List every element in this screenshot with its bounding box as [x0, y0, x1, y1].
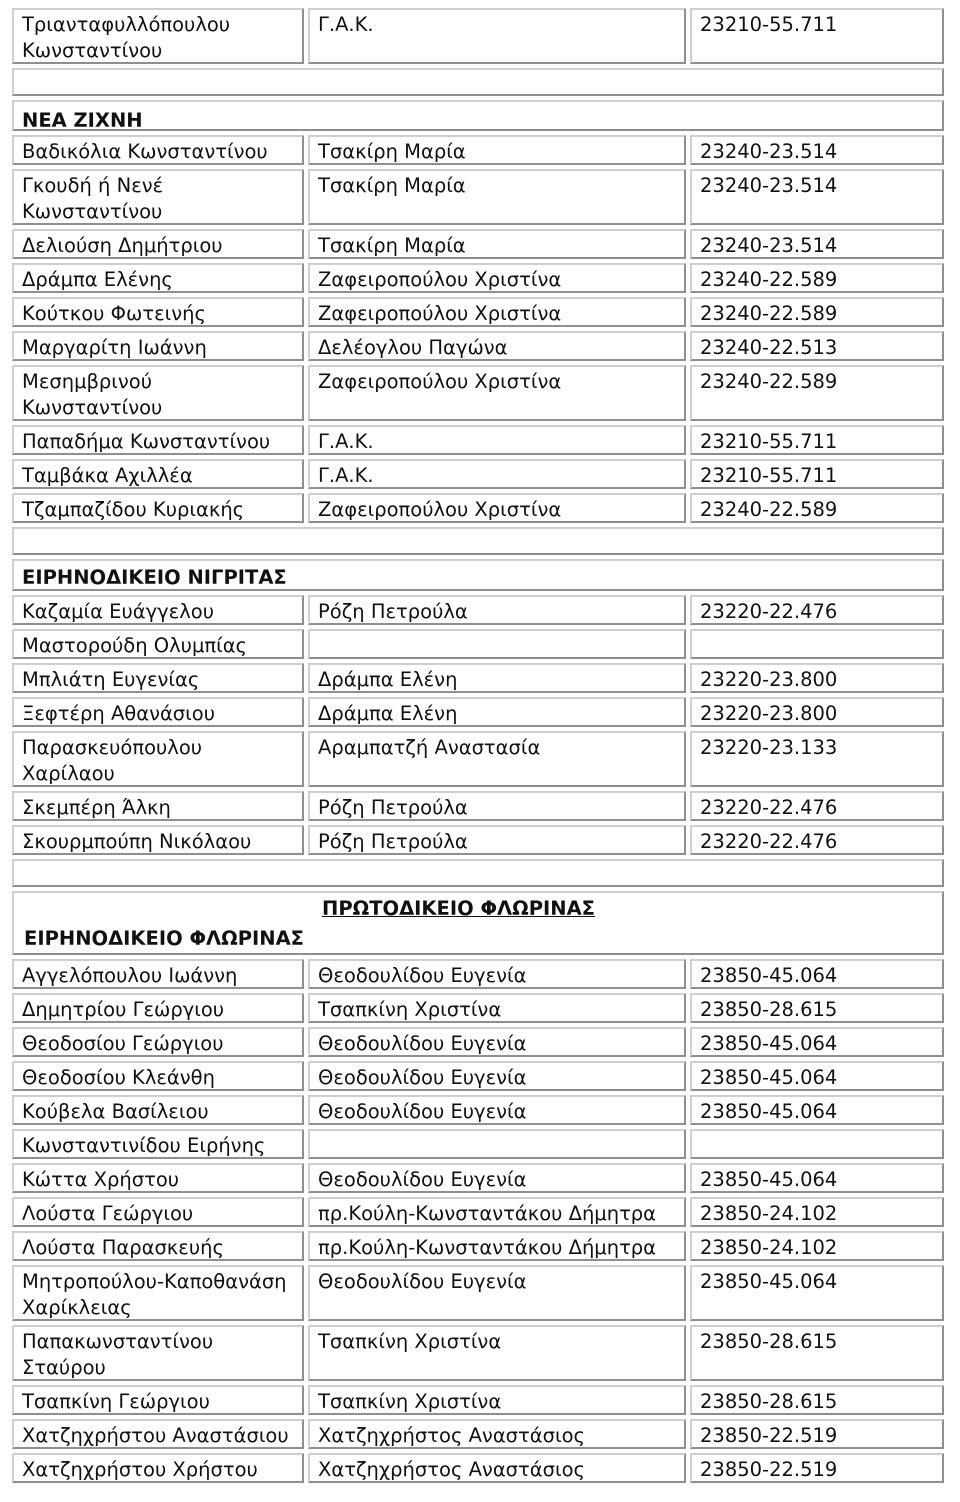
name-cell: Βαδικόλια Κωνσταντίνου [12, 135, 304, 165]
table-row [10, 1229, 950, 1263]
contact-cell: Θεοδουλίδου Ευγενία [308, 1027, 686, 1057]
phone-cell: 23240-23.514 [690, 135, 944, 165]
phone-cell: 23210-55.711 [690, 8, 944, 64]
section-title: ΕΙΡΗΝΟΔΙΚΕΙΟ ΦΛΩΡΙΝΑΣ [24, 927, 305, 950]
name-cell: Χατζηχρήστου Χρήστου [12, 1453, 304, 1483]
contact-cell: Ρόζη Πετρούλα [308, 825, 686, 855]
phone-cell [690, 1129, 944, 1159]
contact-cell: Τσαπκίνη Χριστίνα [308, 1325, 686, 1381]
table-row [10, 457, 950, 491]
phone-cell: 23850-24.102 [690, 1231, 944, 1261]
phone-cell: 23850-45.064 [690, 1265, 944, 1321]
phone-cell: 23240-22.589 [690, 263, 944, 293]
phone-cell: 23850-45.064 [690, 1061, 944, 1091]
table-row [10, 491, 950, 525]
name-cell: Παπακωνσταντίνου Σταύρου [12, 1325, 304, 1381]
contact-cell: πρ.Κούλη-Κωνσταντάκου Δήμητρα [308, 1197, 686, 1227]
phone-cell: 23220-23.800 [690, 663, 944, 693]
table-row [10, 329, 950, 363]
phone-cell: 23850-28.615 [690, 1325, 944, 1381]
contact-cell: Ρόζη Πετρούλα [308, 791, 686, 821]
table-row [10, 1323, 950, 1383]
table-row [10, 1417, 950, 1451]
table-row [10, 6, 950, 66]
phone-cell: 23220-22.476 [690, 825, 944, 855]
section-title: ΕΙΡΗΝΟΔΙΚΕΙΟ ΝΙΓΡΙΤΑΣ [12, 559, 944, 591]
name-cell: Μπλιάτη Ευγενίας [12, 663, 304, 693]
table-row [10, 661, 950, 695]
phone-cell: 23850-45.064 [690, 1163, 944, 1193]
section-header-row [10, 557, 950, 593]
name-cell: Κούβελα Βασίλειου [12, 1095, 304, 1125]
phone-cell: 23210-55.711 [690, 459, 944, 489]
contact-cell: Ζαφειροπούλου Χριστίνα [308, 263, 686, 293]
table-row [10, 729, 950, 789]
phone-cell: 23850-22.519 [690, 1453, 944, 1483]
contact-cell: πρ.Κούλη-Κωνσταντάκου Δήμητρα [308, 1231, 686, 1261]
contact-cell: Ρόζη Πετρούλα [308, 595, 686, 625]
contact-cell: Θεοδουλίδου Ευγενία [308, 1163, 686, 1193]
name-cell: Καζαμία Ευάγγελου [12, 595, 304, 625]
phone-cell: 23850-28.615 [690, 1385, 944, 1415]
phone-cell: 23240-23.514 [690, 229, 944, 259]
contact-cell: Δράμπα Ελένη [308, 663, 686, 693]
contact-cell: Θεοδουλίδου Ευγενία [308, 959, 686, 989]
table-row [10, 295, 950, 329]
table-row [10, 991, 950, 1025]
spacer-row [10, 525, 950, 557]
phone-cell: 23220-23.800 [690, 697, 944, 727]
name-cell: Δημητρίου Γεώργιου [12, 993, 304, 1023]
table-row [10, 1093, 950, 1127]
contact-cell [308, 1129, 686, 1159]
section-header-row [10, 98, 950, 133]
table-row [10, 1451, 950, 1485]
name-cell: Κωνσταντινίδου Ειρήνης [12, 1129, 304, 1159]
name-cell: Χατζηχρήστου Αναστάσιου [12, 1419, 304, 1449]
table-row [10, 957, 950, 991]
name-cell: Αγγελόπουλου Ιωάννη [12, 959, 304, 989]
phone-cell: 23220-23.133 [690, 731, 944, 787]
empty-cell [12, 527, 944, 555]
name-cell: Γκουδή ή Νενέ Κωνσταντίνου [12, 169, 304, 225]
contact-cell: Ζαφειροπούλου Χριστίνα [308, 493, 686, 523]
section-rows [10, 133, 958, 525]
name-cell: Δελιούση Δημήτριου [12, 229, 304, 259]
contact-cell: Γ.Α.Κ. [308, 425, 686, 455]
table-row [10, 1059, 950, 1093]
phone-cell: 23850-24.102 [690, 1197, 944, 1227]
name-cell: Λούστα Παρασκευής [12, 1231, 304, 1261]
name-cell: Μαργαρίτη Ιωάννη [12, 331, 304, 361]
table-row [10, 261, 950, 295]
name-cell: Κώττα Χρήστου [12, 1163, 304, 1193]
contact-cell: Θεοδουλίδου Ευγενία [308, 1265, 686, 1321]
name-cell: Παρασκευόπουλου Χαρίλαου [12, 731, 304, 787]
name-cell: Μαστορούδη Ολυμπίας [12, 629, 304, 659]
table-row [10, 1195, 950, 1229]
phone-cell: 23240-22.589 [690, 297, 944, 327]
table-row [10, 1161, 950, 1195]
name-cell: Τσαπκίνη Γεώργιου [12, 1385, 304, 1415]
section-rows [10, 957, 958, 1485]
name-cell: Σκεμπέρη Άλκη [12, 791, 304, 821]
phone-cell: 23850-22.519 [690, 1419, 944, 1449]
spacer-row [10, 857, 950, 889]
phone-cell: 23240-23.514 [690, 169, 944, 225]
table-row [10, 627, 950, 661]
contact-cell: Αραμπατζή Αναστασία [308, 731, 686, 787]
phone-cell: 23220-22.476 [690, 791, 944, 821]
name-cell: Παπαδήμα Κωνσταντίνου [12, 425, 304, 455]
contact-cell: Γ.Α.Κ. [308, 459, 686, 489]
contact-cell: Χατζηχρήστος Αναστάσιος [308, 1419, 686, 1449]
section-rows [10, 593, 958, 857]
contact-cell: Τσακίρη Μαρία [308, 135, 686, 165]
name-cell: Λούστα Γεώργιου [12, 1197, 304, 1227]
name-cell: Μεσημβρινού Κωνσταντίνου [12, 365, 304, 421]
table-row [10, 167, 950, 227]
contact-cell: Χατζηχρήστος Αναστάσιος [308, 1453, 686, 1483]
name-cell: Σκουρμπούπη Νικόλαου [12, 825, 304, 855]
section-title: ΝΕΑ ΖΙΧΝΗ [12, 100, 944, 131]
table-row [10, 1263, 950, 1323]
table-row [10, 1383, 950, 1417]
contact-cell: Δελέογλου Παγώνα [308, 331, 686, 361]
contact-cell: Ζαφειροπούλου Χριστίνα [308, 297, 686, 327]
phone-cell: 23240-22.589 [690, 365, 944, 421]
contact-cell: Θεοδουλίδου Ευγενία [308, 1095, 686, 1125]
contact-cell: Τσακίρη Μαρία [308, 169, 686, 225]
contact-cell: Ζαφειροπούλου Χριστίνα [308, 365, 686, 421]
name-cell: Τζαμπαζίδου Κυριακής [12, 493, 304, 523]
phone-cell: 23240-22.513 [690, 331, 944, 361]
contact-cell: Τσαπκίνη Χριστίνα [308, 1385, 686, 1415]
contact-cell: Δράμπα Ελένη [308, 697, 686, 727]
table-row [10, 1025, 950, 1059]
table-row [10, 789, 950, 823]
name-cell: Θεοδοσίου Γεώργιου [12, 1027, 304, 1057]
directory-table [10, 0, 958, 1485]
name-cell: Μητροπούλου-Καποθανάση Χαρίκλειας [12, 1265, 304, 1321]
name-cell: Ταμβάκα Αχιλλέα [12, 459, 304, 489]
phone-cell: 23850-28.615 [690, 993, 944, 1023]
table-row [10, 133, 950, 167]
name-cell: Δράμπα Ελένης [12, 263, 304, 293]
name-cell: Θεοδοσίου Κλεάνθη [12, 1061, 304, 1091]
table-row [10, 227, 950, 261]
table-row [10, 695, 950, 729]
contact-cell [308, 629, 686, 659]
phone-cell: 23850-45.064 [690, 959, 944, 989]
court-title: ΠΡΩΤΟΔΙΚΕΙΟ ΦΛΩΡΙΝΑΣ [322, 897, 595, 920]
contact-cell: Τσαπκίνη Χριστίνα [308, 993, 686, 1023]
table-row [10, 823, 950, 857]
phone-cell: 23850-45.064 [690, 1095, 944, 1125]
section-header-row [10, 889, 950, 957]
name-cell: Ξεφτέρη Αθανάσιου [12, 697, 304, 727]
phone-cell [690, 629, 944, 659]
name-cell: Κούτκου Φωτεινής [12, 297, 304, 327]
table-row [10, 593, 950, 627]
contact-cell: Θεοδουλίδου Ευγενία [308, 1061, 686, 1091]
phone-cell: 23240-22.589 [690, 493, 944, 523]
phone-cell: 23850-45.064 [690, 1027, 944, 1057]
phone-cell: 23210-55.711 [690, 425, 944, 455]
contact-cell: Τσακίρη Μαρία [308, 229, 686, 259]
table-row [10, 423, 950, 457]
table-row [10, 363, 950, 423]
spacer-row [10, 66, 950, 98]
empty-cell [12, 859, 944, 887]
contact-cell: Γ.Α.Κ. [308, 8, 686, 64]
table-row [10, 1127, 950, 1161]
phone-cell: 23220-22.476 [690, 595, 944, 625]
empty-cell [12, 68, 944, 96]
name-cell: Τριανταφυλλόπουλου Κωνσταντίνου [12, 8, 304, 64]
section-title-cell [12, 891, 944, 955]
